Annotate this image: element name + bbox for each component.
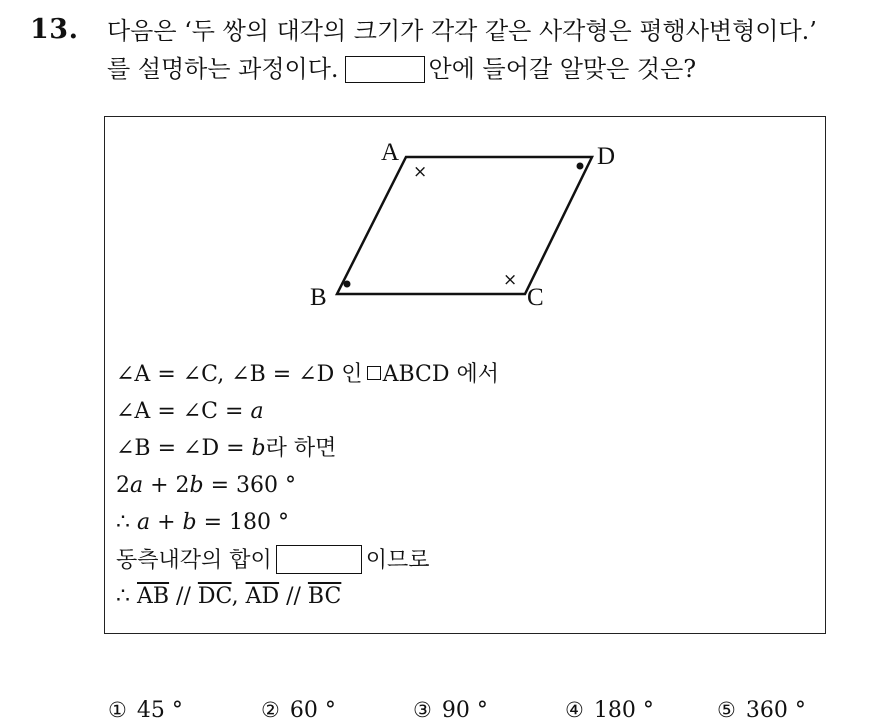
proof-line-6-text: 동측내각의 합이 <box>116 548 272 573</box>
therefore-symbol: ∴ <box>116 510 137 535</box>
question-number: 13. <box>30 14 79 45</box>
choice-text: 45 ° <box>136 698 183 723</box>
proof-line-4-part: + 2 <box>143 473 190 498</box>
proof-line-3 <box>116 434 336 464</box>
proof-line-3-text: ∠B = ∠D = <box>116 436 252 461</box>
proof-line-7 <box>116 582 341 612</box>
vertex-label-b: B <box>310 284 327 311</box>
proof-line-5 <box>116 508 289 538</box>
proof-line-3-text-b: 라 하면 <box>265 436 337 461</box>
question-text-part2: 안에 들어갈 알맞은 것은? <box>428 55 697 83</box>
therefore-symbol: ∴ <box>116 584 137 609</box>
segment-dc: $\overline{DC}$ <box>197 584 232 609</box>
segment-bc: $\overline{BC}$ <box>307 584 342 609</box>
segment-ad: $\overline{AD}$ <box>245 584 280 609</box>
angle-b-dot-mark <box>344 281 351 288</box>
proof-line-4-part: 2 <box>116 473 130 498</box>
vertex-label-a: A <box>381 139 400 166</box>
proof-line-2 <box>116 397 264 427</box>
proof-line-1-text-b: ABCD 에서 <box>382 362 499 387</box>
proof-var-a: a <box>250 399 264 424</box>
proof-line-1-text: ∠A = ∠C, ∠B = ∠D 인 <box>116 362 363 387</box>
choice-text: 360 ° <box>745 698 806 723</box>
proof-line-6-text-b: 이므로 <box>365 548 430 573</box>
choice-number: ① <box>108 698 127 722</box>
proof-line-1 <box>116 360 499 390</box>
segment-ab: $\overline{AB}$ <box>137 584 170 609</box>
parallelogram-shape <box>337 157 592 294</box>
parallel-symbol: // <box>169 584 198 609</box>
choice-number: ③ <box>413 698 432 722</box>
question-text-part1: 를 설명하는 과정이다. <box>107 55 339 83</box>
question-text-line1: 다음은 ‘두 쌍의 대각의 크기가 각각 같은 사각형은 평행사변형이다.’ <box>107 17 817 45</box>
choice-text: 90 ° <box>441 698 488 723</box>
proof-line-5-part: = 180 ° <box>196 510 290 535</box>
proof-line-4 <box>116 471 296 501</box>
choice-3[interactable] <box>413 698 488 723</box>
proof-var-a: a <box>130 473 144 498</box>
proof-var-b: b <box>251 436 266 461</box>
angle-a-cross-mark: × <box>413 162 428 182</box>
angle-d-dot-mark <box>577 163 584 170</box>
vertex-label-c: C <box>527 284 544 311</box>
choice-text: 60 ° <box>289 698 336 723</box>
parallelogram-symbol <box>367 366 381 380</box>
choice-4[interactable] <box>565 698 654 723</box>
proof-line-5-part: + <box>150 510 183 535</box>
choice-2[interactable] <box>261 698 336 723</box>
choice-1[interactable] <box>108 698 183 723</box>
proof-line-6 <box>116 545 430 576</box>
proof-var-b: b <box>189 473 204 498</box>
vertex-label-d: D <box>597 143 616 170</box>
choice-5[interactable] <box>717 698 806 723</box>
proof-blank-box <box>276 545 362 574</box>
angle-c-cross-mark: × <box>503 270 518 290</box>
proof-line-4-part: = 360 ° <box>203 473 297 498</box>
comma-separator: , <box>231 584 246 609</box>
choice-text: 180 ° <box>593 698 654 723</box>
proof-var-a: a <box>137 510 151 535</box>
parallel-symbol: // <box>279 584 308 609</box>
proof-var-b: b <box>182 510 197 535</box>
proof-line-2-text: ∠A = ∠C = <box>116 399 251 424</box>
choice-number: ② <box>261 698 280 722</box>
choice-number: ④ <box>565 698 584 722</box>
choice-number: ⑤ <box>717 698 736 722</box>
